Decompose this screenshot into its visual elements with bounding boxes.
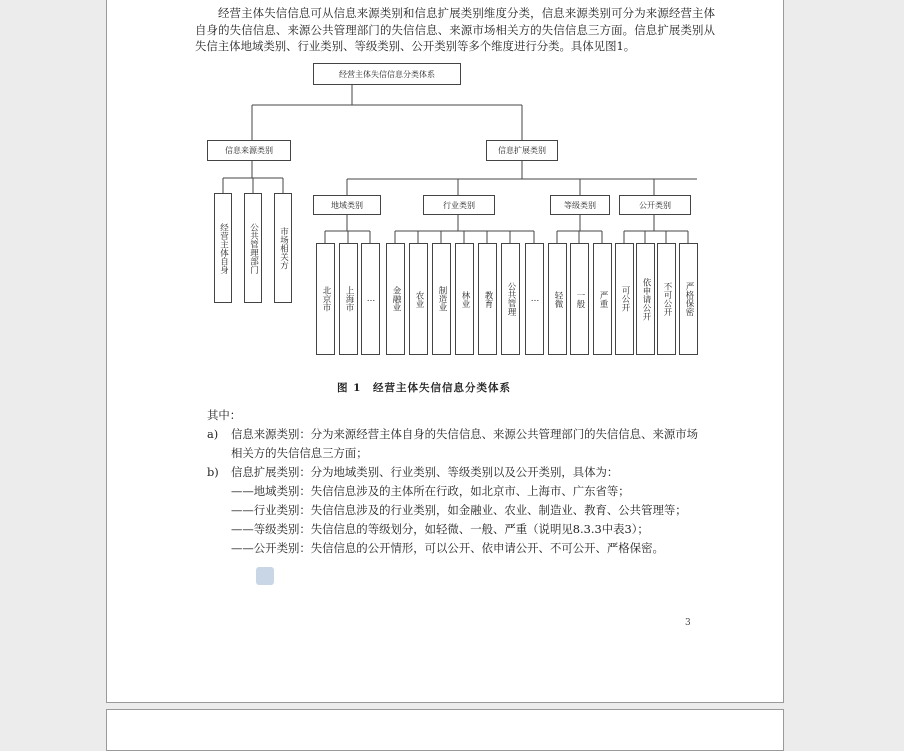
public-leaf: 严格保密 xyxy=(679,243,698,355)
note-b-region: ——地域类别：失信信息涉及的主体所在行政，如北京市、上海市、广东省等； xyxy=(231,484,630,498)
grade-leaf: 严重 xyxy=(593,243,612,355)
public-leaf: 不可公开 xyxy=(657,243,676,355)
list-marker-b: b) xyxy=(207,465,219,479)
figure-caption: 图 1 经营主体失信信息分类体系 xyxy=(337,382,511,394)
classification-diagram xyxy=(207,63,697,363)
industry-leaf: 农业 xyxy=(409,243,428,355)
public-leaf: 依申请公开 xyxy=(636,243,655,355)
intro-paragraph: 经营主体失信信息可从信息来源类别和信息扩展类别维度分类，信息来源类别可分为来源经营主体自身的失信信息、来源公共管理部门的失信信息、来源市场相关方的失信信息三方面。信息扩展类别从失信主体地域类别、行业类别、等级类别、公开类别等多个维度进行分类。具体见图1。 xyxy=(195,6,715,53)
industry-leaf: 教育 xyxy=(478,243,497,355)
note-b-line: 信息扩展类别：分为地域类别、行业类别、等级类别以及公开类别，具体为： xyxy=(231,465,619,479)
notes-section xyxy=(207,406,727,558)
industry-leaf: 制造业 xyxy=(432,243,451,355)
industry-leaf: 金融业 xyxy=(386,243,405,355)
region-leaf: … xyxy=(361,243,380,355)
source-leaf-market: 市场相关方 xyxy=(274,193,292,303)
document-page xyxy=(106,0,784,703)
region-leaf: 上海市 xyxy=(339,243,358,355)
region-leaf: 北京市 xyxy=(316,243,335,355)
watermark-logo xyxy=(256,567,274,585)
extend-category-node: 信息扩展类别 xyxy=(486,140,558,161)
region-category-node: 地域类别 xyxy=(313,195,381,215)
notes-lead: 其中： xyxy=(207,408,242,422)
grade-category-node: 等级类别 xyxy=(550,195,610,215)
grade-leaf: 一般 xyxy=(570,243,589,355)
industry-leaf: … xyxy=(525,243,544,355)
public-leaf: 可公开 xyxy=(615,243,634,355)
note-b-industry: ——行业类别：失信信息涉及的行业类别，如金融业、农业、制造业、教育、公共管理等； xyxy=(231,503,687,517)
source-leaf-self: 经营主体自身 xyxy=(214,193,232,303)
note-b-public: ——公开类别：失信信息的公开情形，可以公开、依申请公开、不可公开、严格保密。 xyxy=(231,541,664,555)
page-number: 3 xyxy=(685,618,691,628)
industry-leaf: 林业 xyxy=(455,243,474,355)
public-category-node: 公开类别 xyxy=(619,195,691,215)
note-a-continuation: 相关方的失信信息三方面； xyxy=(231,446,368,460)
root-node: 经营主体失信信息分类体系 xyxy=(313,63,461,85)
grade-leaf: 轻微 xyxy=(548,243,567,355)
list-marker-a: a) xyxy=(207,427,219,441)
industry-leaf: 公共管理 xyxy=(501,243,520,355)
note-a-line: 信息来源类别：分为来源经营主体自身的失信信息、来源公共管理部门的失信信息、来源市场 xyxy=(231,427,699,441)
source-leaf-public-admin: 公共管理部门 xyxy=(244,193,262,303)
industry-category-node: 行业类别 xyxy=(423,195,495,215)
note-b-grade: ——等级类别：失信信息的等级划分，如轻微、一般、严重（说明见8.3.3中表3）； xyxy=(231,522,649,536)
source-category-node: 信息来源类别 xyxy=(207,140,291,161)
next-page xyxy=(106,709,784,751)
